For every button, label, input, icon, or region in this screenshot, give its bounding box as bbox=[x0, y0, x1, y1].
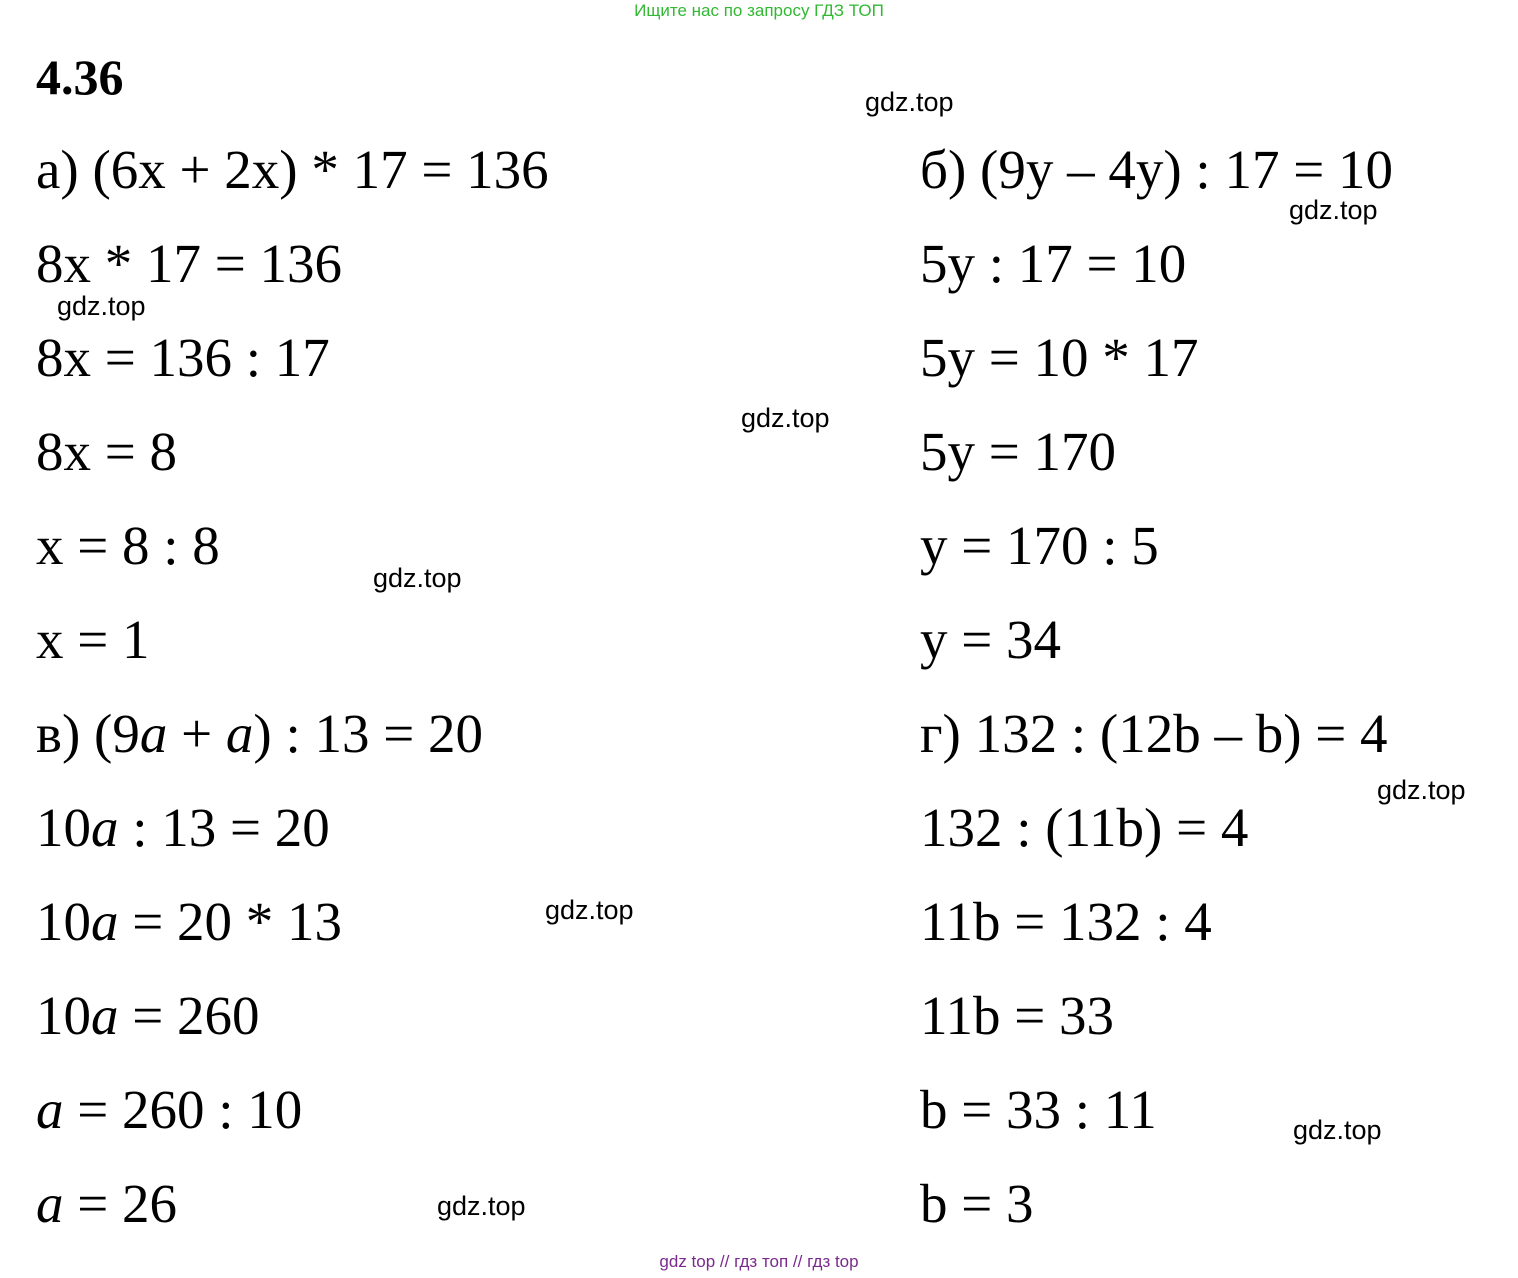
part-a-line-4: 8x = 8 bbox=[36, 421, 178, 482]
part-d-line-6: b = 3 bbox=[920, 1173, 1034, 1234]
part-c-line-2: 10a : 13 = 20 bbox=[36, 797, 330, 858]
part-c-line-1: в) (9a + a) : 13 = 20 bbox=[36, 703, 484, 764]
bottom-banner: gdz top // гдз топ // гдз top bbox=[659, 1252, 859, 1271]
part-b-line-6: y = 34 bbox=[920, 609, 1062, 670]
part-a-line-6: x = 1 bbox=[36, 609, 150, 670]
part-b-line-1: б) (9y – 4y) : 17 = 10 bbox=[920, 139, 1393, 200]
part-a-line-2: 8x * 17 = 136 bbox=[36, 233, 343, 294]
part-b-line-3: 5y = 10 * 17 bbox=[920, 327, 1199, 388]
part-a-line-5: x = 8 : 8 bbox=[36, 515, 220, 576]
watermark: gdz.top bbox=[1289, 195, 1378, 225]
part-c-line-3: 10a = 20 * 13 bbox=[36, 891, 343, 952]
watermark: gdz.top bbox=[437, 1191, 526, 1221]
watermark: gdz.top bbox=[57, 291, 146, 321]
watermark: gdz.top bbox=[373, 563, 462, 593]
part-d-line-5: b = 33 : 11 bbox=[920, 1079, 1157, 1140]
part-d-line-1: г) 132 : (12b – b) = 4 bbox=[920, 703, 1388, 764]
part-d-line-3: 11b = 132 : 4 bbox=[920, 891, 1212, 952]
part-a-line-3: 8x = 136 : 17 bbox=[36, 327, 330, 388]
part-b-line-4: 5y = 170 bbox=[920, 421, 1117, 482]
part-d-line-4: 11b = 33 bbox=[920, 985, 1114, 1046]
part-b-line-2: 5y : 17 = 10 bbox=[920, 233, 1187, 294]
watermark: gdz.top bbox=[1293, 1115, 1382, 1145]
watermark: gdz.top bbox=[741, 403, 830, 433]
part-b-line-5: y = 170 : 5 bbox=[920, 515, 1159, 576]
task-number: 4.36 bbox=[36, 49, 124, 105]
watermark: gdz.top bbox=[545, 895, 634, 925]
part-c-line-4: 10a = 260 bbox=[36, 985, 260, 1046]
part-c-line-5: a = 260 : 10 bbox=[36, 1079, 303, 1140]
top-banner: Ищите нас по запросу ГДЗ ТОП bbox=[634, 1, 884, 20]
part-a-line-1: а) (6x + 2x) * 17 = 136 bbox=[36, 139, 549, 200]
watermark: gdz.top bbox=[865, 87, 954, 117]
part-d-line-2: 132 : (11b) = 4 bbox=[920, 797, 1249, 858]
part-c-line-6: a = 26 bbox=[36, 1173, 178, 1234]
watermark: gdz.top bbox=[1377, 775, 1466, 805]
